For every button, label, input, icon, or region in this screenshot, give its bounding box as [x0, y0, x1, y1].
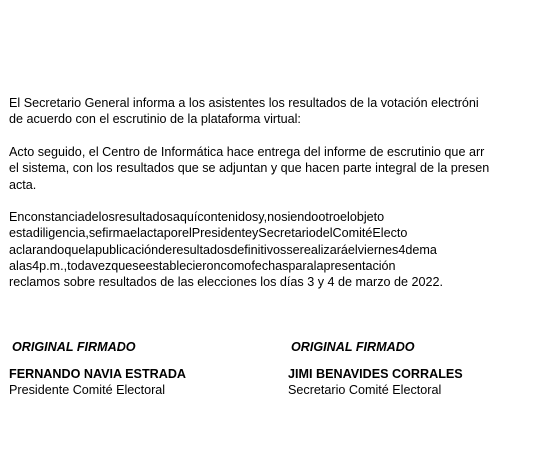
paragraph-line: [9, 258, 534, 274]
word: vez: [91, 258, 112, 273]
word: publicación: [95, 242, 159, 257]
word: 4: [32, 258, 40, 273]
paragraph-line: de acuerdo con el escrutinio de la plataforma virtual:: [9, 112, 301, 127]
word: las: [16, 258, 33, 273]
word: el: [340, 210, 350, 224]
word: acta: [139, 226, 164, 241]
paragraph-line: Acto seguido, el Centro de Informática hace entrega del informe de escrutinio que arr: [9, 145, 485, 159]
word: el: [130, 226, 140, 241]
word: diligencia,: [32, 226, 89, 241]
paragraph-certification: [9, 209, 534, 290]
signature-president: [9, 339, 186, 398]
signature-secretary: [288, 339, 463, 398]
word: a: [9, 258, 17, 273]
word: firma: [102, 226, 131, 241]
word: toda: [67, 258, 92, 273]
word: ma: [419, 242, 437, 257]
signature-name: JIMI BENAVIDES CORRALES: [288, 367, 463, 381]
signature-role: Secretario Comité Electoral: [288, 383, 442, 397]
word: se: [132, 258, 146, 273]
word: el: [181, 226, 192, 241]
paragraph-line: [9, 242, 534, 258]
word: de: [405, 242, 420, 257]
word: del: [315, 226, 333, 241]
word: como: [220, 258, 252, 273]
paragraph-report-delivery: [9, 144, 534, 193]
word: y: [252, 226, 259, 241]
word: el: [347, 242, 358, 257]
word: Presidente: [191, 226, 252, 241]
word: resultados: [114, 210, 173, 224]
word: no: [267, 210, 282, 224]
signature-status: ORIGINAL FIRMADO: [12, 340, 136, 354]
paragraph-vote-results: [9, 95, 534, 128]
word: En: [9, 210, 25, 224]
word: p.m.,: [39, 258, 68, 273]
word: objeto: [349, 210, 385, 224]
word: por: [163, 226, 182, 241]
paragraph-line: El Secretario General informa a los asistentes los resultados de la votación electróni: [9, 96, 479, 110]
paragraph-line: acta.: [9, 177, 37, 192]
paragraph-line: el sistema, con los resultados que se adjuntan y que hacen parte integral de la presen: [9, 161, 490, 176]
word: 4: [398, 242, 406, 257]
word: otro: [318, 210, 341, 224]
word: se: [88, 226, 103, 241]
word: para: [288, 258, 314, 273]
word: contenidos: [197, 210, 259, 224]
word: constancia: [24, 210, 85, 224]
signature-name: FERNANDO NAVIA ESTRADA: [9, 367, 187, 381]
word: Secretario: [258, 226, 316, 241]
paragraph-line: [9, 209, 534, 225]
paragraph-line: [9, 225, 534, 241]
word: y,: [258, 210, 268, 224]
word: se: [286, 242, 300, 257]
word: la: [313, 258, 324, 273]
word: resultados: [172, 242, 231, 257]
signature-role: Presidente Comité Electoral: [9, 383, 166, 397]
word: presentación: [323, 258, 396, 273]
word: la: [85, 242, 96, 257]
word: Electo: [372, 226, 408, 241]
word: aquí: [172, 210, 198, 224]
word: viernes: [357, 242, 399, 257]
word: definitivos: [230, 242, 287, 257]
word: que: [111, 258, 133, 273]
word: los: [98, 210, 115, 224]
word: siendo: [281, 210, 319, 224]
word: Comité: [332, 226, 373, 241]
word: establecieron: [145, 258, 221, 273]
word: esta: [9, 226, 33, 241]
word: que: [64, 242, 86, 257]
word: de: [158, 242, 173, 257]
paragraph-line: reclamos sobre resultados de las elecciones los días 3 y 4 de marzo de 2022.: [9, 275, 444, 290]
signature-status: ORIGINAL FIRMADO: [291, 340, 415, 354]
word: aclarando: [9, 242, 65, 257]
word: realizará: [299, 242, 348, 257]
word: fechas: [251, 258, 289, 273]
word: de: [84, 210, 99, 224]
